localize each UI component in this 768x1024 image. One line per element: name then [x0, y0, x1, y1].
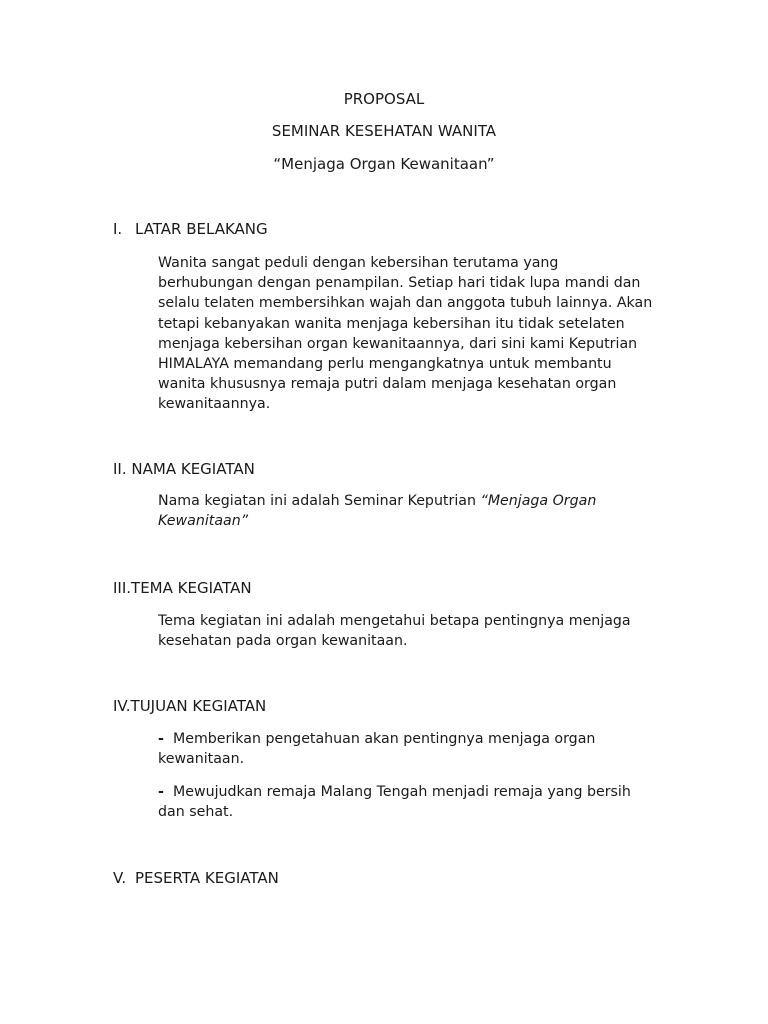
document-title: PROPOSAL [343, 90, 425, 108]
section-body-tema-kegiatan [158, 611, 688, 651]
section-title: TEMA KEGIATAN [131, 579, 252, 597]
paragraph-line: kewanitaan. [158, 751, 245, 768]
bullet-item [158, 729, 688, 769]
section-body-nama-kegiatan [158, 491, 688, 531]
section-title: LATAR BELAKANG [135, 220, 268, 238]
section-number: V. [113, 869, 127, 887]
section-number: III. [113, 579, 132, 597]
section-heading-nama-kegiatan [113, 460, 255, 478]
plain-text: Nama kegiatan ini adalah Seminar Keputrian [158, 493, 481, 509]
paragraph-line: dan sehat. [158, 804, 234, 821]
paragraph-line: Tema kegiatan ini adalah mengetahui betapa pentingnya menjaga [158, 613, 631, 629]
paragraph-line: menjaga kebersihan organ kewanitaannya, dari sini kami Keputrian [158, 335, 638, 352]
italic-text: “Menjaga Organ [480, 493, 597, 509]
paragraph-line [158, 511, 688, 531]
paragraph-line: wanita khususnya remaja putri dalam menjaga kesehatan organ [158, 376, 617, 393]
document-theme: “Menjaga Organ Kewanitaan” [273, 155, 495, 173]
paragraph-line: Wanita sangat peduli dengan kebersihan terutama yang [158, 255, 559, 271]
bullet-text: Memberikan pengetahuan akan pentingnya menjaga organ [173, 731, 596, 747]
section-title: PESERTA KEGIATAN [135, 869, 279, 887]
paragraph-line: berhubungan dengan penampilan. Setiap hari tidak lupa mandi dan [158, 275, 641, 292]
paragraph-line: kesehatan pada organ kewanitaan. [158, 633, 408, 650]
section-number: II. [113, 460, 127, 478]
italic-text: Kewanitaan” [158, 513, 249, 530]
section-heading-latar-belakang [113, 220, 268, 238]
bullet-text: Mewujudkan remaja Malang Tengah menjadi remaja yang bersih [173, 784, 631, 800]
section-heading-peserta-kegiatan [113, 869, 279, 887]
section-body-latar-belakang [158, 253, 688, 415]
paragraph-line: selalu telaten membersihkan wajah dan anggota tubuh lainnya. Akan [158, 295, 653, 312]
paragraph-line [158, 782, 688, 802]
section-title: NAMA KEGIATAN [131, 460, 255, 478]
paragraph-line [158, 491, 688, 511]
dash-bullet: - [158, 784, 164, 800]
bullet-item [158, 782, 688, 822]
section-heading-tujuan-kegiatan [113, 697, 266, 715]
paragraph-line: kewanitaannya. [158, 396, 271, 413]
section-number: IV. [113, 697, 131, 715]
section-title: TUJUAN KEGIATAN [130, 697, 267, 715]
paragraph-line: tetapi kebanyakan wanita menjaga kebersihan itu tidak setelaten [158, 315, 625, 332]
paragraph-line: HIMALAYA memandang perlu mengangkatnya untuk membantu [158, 356, 612, 373]
section-number: I. [113, 220, 123, 238]
dash-bullet: - [158, 731, 164, 747]
paragraph-line [158, 729, 688, 749]
document-subtitle: SEMINAR KESEHATAN WANITA [271, 122, 497, 140]
section-heading-tema-kegiatan [113, 579, 252, 597]
